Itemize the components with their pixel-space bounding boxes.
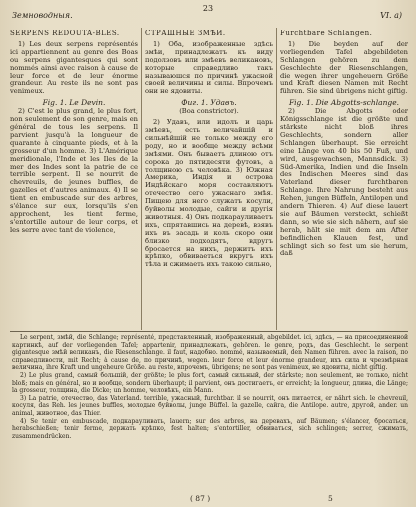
french-paragraph: 1) Les deux serpens représentés ici appartiennent au genre des Boas ou serpens gigantesques qui sont nommés ainsi avec raison à cause de leur force et de leur énorme grandeur. Au reste ils ne sont pas venimeux.	[10, 39, 138, 96]
column-divider	[276, 28, 277, 330]
french-caption: Fig. 1. Le Devin.	[42, 98, 106, 108]
header-right: VI. a)	[380, 11, 402, 20]
russian-column	[145, 30, 273, 330]
german-caption: Fig. 1. Die Abgotts-schlange.	[288, 98, 400, 108]
note-paragraph: 2) Le plus grand, самый большій, der größte; le plus fort, самый сильный, der stärkste; non seulement, не только, nicht bloß; mais en général, но и вообще, sondern überhaupt; il parvient, онъ достигаетъ, er erreicht; la longueur, длина, die Länge; la grosseur, толщина, die Dicke; un homme, человѣкъ, ein Mann.	[12, 371, 408, 395]
russian-caption: Фиг. 1. Удавъ.	[181, 98, 237, 108]
note-paragraph: 4) Se tenir en embuscade, подкарауливать, lauern; sur des arbres, на деревахъ, auf Bäumen; s'élancer, бросаться, herabschießen; tenir ferme, держать крѣпко, fest halten; s'entortiller, обвиваться, sich schlingen; serrer, сжимать, zusammendrücken.	[12, 417, 408, 440]
german-paragraph: 1) Die beyden auf der vorliegenden Tafel abgebildeten Schlangen gehören zu dem Geschlechte der Riesenschlangen, die wegen ihrer ungeheuern Größe und Kraft diesen Namen mit Recht führen. Sie sind übrigens nicht giftig.	[280, 39, 408, 96]
german-title: Furchtbare Schlangen.	[280, 30, 373, 37]
french-title: SERPENS REDOUTA-BLES.	[10, 30, 120, 37]
russian-title: СТРАШНЫЕ ЗМѢИ.	[145, 30, 226, 37]
note-paragraph: Le serpent, змѣй, die Schlange; représenté, представленный, изображенный, abgebildet. ici, здѣсь, — на присоединенной картинкѣ, auf der vorliegenden Tafel; appartenir, принадлежать, gehören. le genre, родъ, das Geschlecht. le serpent gigantesque змѣй великанъ, die Riesenschlange. il faut, надобно. nommé, называемый, den Namen führen. avec la raison, по справедливости, mit Recht; à cause de, по причинѣ, wegen. leur force et leur énorme grandeur, ихъ сила и чрезмѣрная величина, ihre Kraft und ungeheure Größe. au reste, впрочемъ, übrigens; ne sont pas venimeux, не ядовиты, nicht giftig.	[12, 334, 408, 372]
german-column	[280, 30, 408, 330]
column-divider	[141, 28, 142, 330]
russian-paragraph: 1) Оба, изображенные здѣсь змѣи, принадлежатъ къ виду подолзовъ или змѣевъ великановъ, которые справедливо такъ называюшся по причинѣ ужасной своей величины и силы. Впрочемъ они не ядовиты.	[145, 39, 273, 96]
vocabulary-notes	[12, 334, 408, 440]
notes-divider	[10, 331, 408, 332]
footer-signature: 5	[328, 494, 333, 503]
german-paragraph: 2) Die Abgotts oder Königsschlange ist die größte und stärkste nicht bloß ihres Geschlechts, sondern aller Schlangen überhaupt. Sie erreicht eine Länge von 40 bis 50 Fuß, und wird, ausgewachsen, Mannsdick. 3) Süd-Amerika, Indien und die Inseln des Indischen Meeres sind das Vaterland dieser furchtbaren Schlange. Ihre Nahrung besteht aus Rehen, jungen Büffeln, Antilopen und andern Thieren. 4) Auf diese lauert sie auf Bäumen versteckt, schießt dann, so wie sie sich nähern, auf sie herab, hält sie mit dem am After befindlichen Klauen fest, und schlingt sich so fest um sie herum, daß	[280, 107, 408, 258]
french-column	[10, 30, 138, 330]
russian-subcaption: (Boa constrictor).	[179, 107, 239, 116]
footer-page-number: ( 87 )	[190, 494, 211, 503]
note-paragraph: 3) La patrie, отечество, das Vaterland. terrible, ужасный, furchtbar. il se nourrit, онъ питается, er nährt sich. le chevreuil, косуля, das Reh. les jeunes buffles, молодые буйволы, junge Büffel. la gazelle, сайга, die Antilope. autre, другой, ander. un animal, животное, das Thier.	[12, 394, 408, 417]
french-paragraph: 2) C'est le plus grand, le plus fort, non seulement de son genre, mais en général de tous les serpens. Il parvient jusqu'à la longueur de quarante à cinquante pieds, et à la grosseur d'un homme. 3) L'Amérique meridionale, l'Inde et les Iles de la mer des Indes sont la patrie de ce terrible serpent. Il se nourrit de chevreuils, de jeunes buffles, de gazelles et d'autres animaux. 4) Il se tient en embuscade sur des arbres, s'élance sur eux, lorsqu'ils s'en approchent, les tient ferme, s'entortille autour de leur corps, et les serre avec tant de violence,	[10, 107, 138, 234]
header-left: Земноводныя.	[12, 11, 73, 20]
russian-paragraph: 2) Удавъ, или идолъ и царь змѣевъ, есть величайшій и сильнѣйшій не только между его роду, но и вообще между всѣми змѣями. Онъ бываетъ длиною отъ сорока до пятидесяти футовъ, а толщиною съ человѣка. 3) Южная Америка, Индія и острова Индѣйскаго моря составляютъ отечество сего ужаснаго змѣя. Пищею для него служатъ косули, буйволы молодые, сайги и другія животныя. 4) Онъ подкарауливаетъ ихъ, спрятавшись на деревѣ, взявъ ихъ въ засадь и коль скоро они близко подходятъ, вдругъ бросается на нихъ, держитъ ихъ крѣпко, обвиваеться вкругъ ихъ тѣла и сжимаеть ихъ такою сильно,	[145, 118, 273, 269]
page-number: 23	[202, 4, 214, 13]
